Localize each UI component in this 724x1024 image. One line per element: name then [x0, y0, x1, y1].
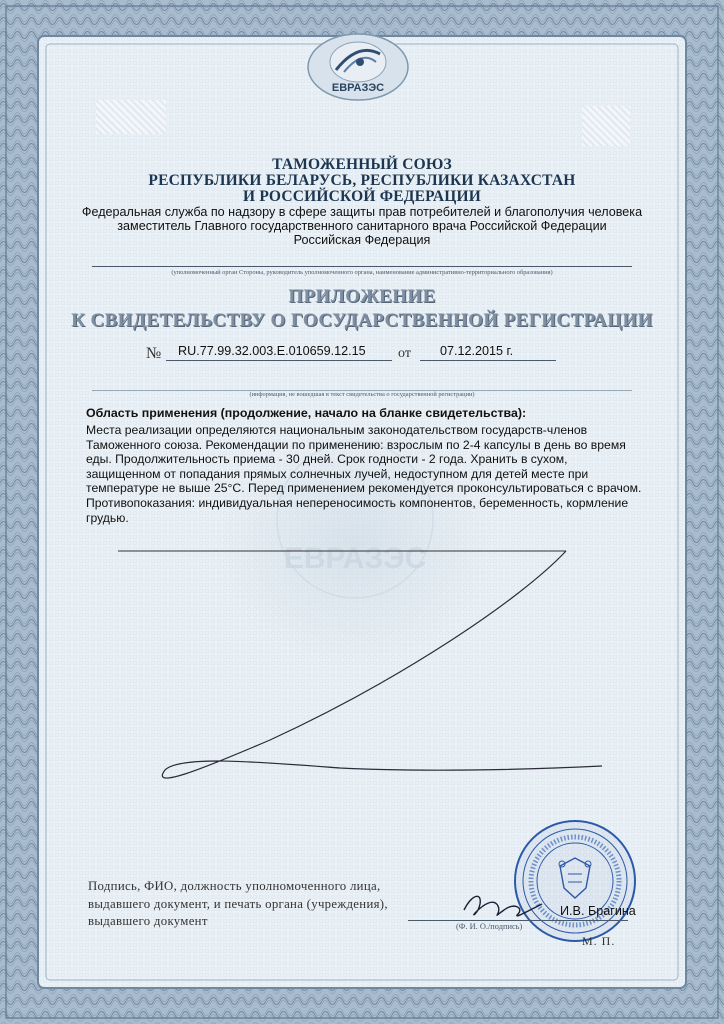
signature-caption-block: Подпись, ФИО, должность уполномоченного лица, выдавшего документ, и печать органа (учреждения), выдавшего документ — [88, 879, 388, 928]
union-line-1: ТАМОЖЕННЫЙ СОЮЗ — [272, 156, 452, 173]
signature-rule — [408, 920, 628, 921]
date-label: от — [398, 346, 411, 361]
registration-date: 07.12.2015 г. — [440, 344, 514, 358]
document-title-line-2: К СВИДЕТЕЛЬСТВУ О ГОСУДАРСТВЕННОЙ РЕГИСТРАЦИИ — [71, 310, 653, 331]
number-label: № — [146, 345, 162, 362]
registration-number: RU.77.99.32.003.E.010659.12.15 — [178, 344, 366, 358]
signature-caption: (Ф. И. О./подпись) — [456, 922, 523, 931]
authority-caption: (уполномоченный орган Стороны, руководитель уполномоченного органа, наименование административно-территориального образования) — [171, 269, 553, 276]
union-line-3: И РОССИЙСКОЙ ФЕДЕРАЦИИ — [243, 188, 481, 205]
info-caption: (информация, не вошедшая в текст свидетельства о государственной регистрации) — [249, 391, 475, 398]
signer-name: И.В. Брагина — [560, 904, 636, 918]
scope-paragraph: Места реализации определяются национальным законодательством государств-членов Таможенного союза. Рекомендации по применению: взрослым по 2-4 капсулы в день во время еды. Продолжительность приема - 30 дней. Срок годности - 2 года. Хранить в сухом, защищенном от попадания прямых солнечных лучей, недоступном для детей месте при температуре не выше 25°С. Перед применением рекомендуется проконсультироваться с врачом. Противопоказания: индивидуальная непереносимость компонентов, беременность, кормление грудью. — [86, 423, 642, 525]
union-line-2: РЕСПУБЛИКИ БЕЛАРУСЬ, РЕСПУБЛИКИ КАЗАХСТАН — [148, 172, 576, 189]
scope-heading: Область применения (продолжение, начало на бланке свидетельства): — [86, 406, 527, 420]
svg-text:ЕВРАЗЭС: ЕВРАЗЭС — [283, 542, 427, 575]
emblem-label: ЕВРАЗЭС — [331, 82, 385, 94]
agency-line-1: Федеральная служба по надзору в сфере защиты прав потребителей и благополучия человека — [81, 205, 643, 219]
agency-line-3: Российская Федерация — [293, 233, 431, 247]
agency-line-2: заместитель Главного государственного санитарного врача Российской Федерации — [117, 219, 607, 233]
document-title-line-1: ПРИЛОЖЕНИЕ — [288, 286, 436, 307]
seal-place-label: М. П. — [582, 934, 616, 948]
